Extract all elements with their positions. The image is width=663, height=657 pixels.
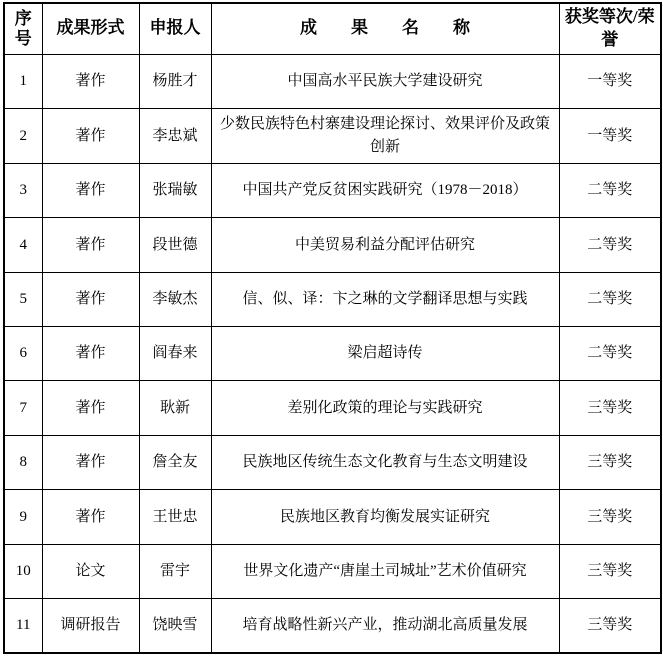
header-form: 成果形式 [42, 3, 139, 54]
table-header [4, 3, 661, 54]
cell-applicant: 耿新 [139, 381, 211, 435]
cell-title: 差别化政策的理论与实践研究 [211, 381, 559, 435]
cell-award: 一等奖 [559, 109, 661, 163]
cell-form: 著作 [42, 326, 139, 380]
cell-award: 二等奖 [559, 272, 661, 326]
cell-no: 1 [4, 54, 42, 108]
cell-no: 10 [4, 544, 42, 598]
cell-no: 2 [4, 109, 42, 163]
cell-no: 11 [4, 598, 42, 653]
table-row [4, 218, 661, 272]
cell-title: 中国共产党反贫困实践研究（1978－2018） [211, 163, 559, 217]
cell-form: 著作 [42, 490, 139, 544]
table-row [4, 490, 661, 544]
table-row [4, 109, 661, 163]
cell-title: 世界文化遗产“唐崖土司城址”艺术价值研究 [211, 544, 559, 598]
cell-title: 中国高水平民族大学建设研究 [211, 54, 559, 108]
cell-no: 6 [4, 326, 42, 380]
cell-award: 三等奖 [559, 381, 661, 435]
awards-table [3, 2, 662, 654]
cell-award: 二等奖 [559, 218, 661, 272]
cell-form: 著作 [42, 435, 139, 489]
header-title: 成 果 名 称 [211, 3, 559, 54]
cell-form: 著作 [42, 381, 139, 435]
cell-title: 中美贸易利益分配评估研究 [211, 218, 559, 272]
cell-award: 二等奖 [559, 326, 661, 380]
cell-no: 8 [4, 435, 42, 489]
cell-form: 著作 [42, 163, 139, 217]
cell-award: 三等奖 [559, 598, 661, 653]
header-applicant: 申报人 [139, 3, 211, 54]
header-no-label: 序号 [14, 8, 32, 48]
cell-form: 著作 [42, 54, 139, 108]
cell-award: 二等奖 [559, 163, 661, 217]
cell-applicant: 王世忠 [139, 490, 211, 544]
cell-no: 7 [4, 381, 42, 435]
cell-form: 著作 [42, 109, 139, 163]
table-row [4, 163, 661, 217]
cell-no: 9 [4, 490, 42, 544]
cell-title: 培育战略性新兴产业，推动湖北高质量发展 [211, 598, 559, 653]
cell-award: 一等奖 [559, 54, 661, 108]
cell-applicant: 雷宇 [139, 544, 211, 598]
cell-title: 民族地区传统生态文化教育与生态文明建设 [211, 435, 559, 489]
table-row [4, 381, 661, 435]
cell-applicant: 李忠斌 [139, 109, 211, 163]
cell-no: 4 [4, 218, 42, 272]
table-row [4, 326, 661, 380]
cell-title: 梁启超诗传 [211, 326, 559, 380]
cell-form: 著作 [42, 272, 139, 326]
cell-applicant: 饶映雪 [139, 598, 211, 653]
cell-form: 著作 [42, 218, 139, 272]
cell-title: 信、似、译：卞之琳的文学翻译思想与实践 [211, 272, 559, 326]
table-row [4, 598, 661, 653]
table-body [4, 54, 661, 653]
cell-title: 民族地区教育均衡发展实证研究 [211, 490, 559, 544]
cell-applicant: 杨胜才 [139, 54, 211, 108]
cell-award: 三等奖 [559, 544, 661, 598]
cell-applicant: 张瑞敏 [139, 163, 211, 217]
cell-title: 少数民族特色村寨建设理论探讨、效果评价及政策创新 [211, 109, 559, 163]
table-row [4, 54, 661, 108]
cell-no: 3 [4, 163, 42, 217]
table-row [4, 272, 661, 326]
cell-award: 三等奖 [559, 490, 661, 544]
cell-applicant: 段世德 [139, 218, 211, 272]
table-row [4, 435, 661, 489]
cell-applicant: 詹全友 [139, 435, 211, 489]
cell-applicant: 李敏杰 [139, 272, 211, 326]
header-award: 获奖等次/荣誉 [559, 3, 661, 54]
cell-no: 5 [4, 272, 42, 326]
header-row [4, 3, 661, 54]
cell-form: 论文 [42, 544, 139, 598]
cell-form: 调研报告 [42, 598, 139, 653]
table-row [4, 544, 661, 598]
cell-award: 三等奖 [559, 435, 661, 489]
cell-applicant: 阎春来 [139, 326, 211, 380]
header-no [4, 3, 42, 54]
